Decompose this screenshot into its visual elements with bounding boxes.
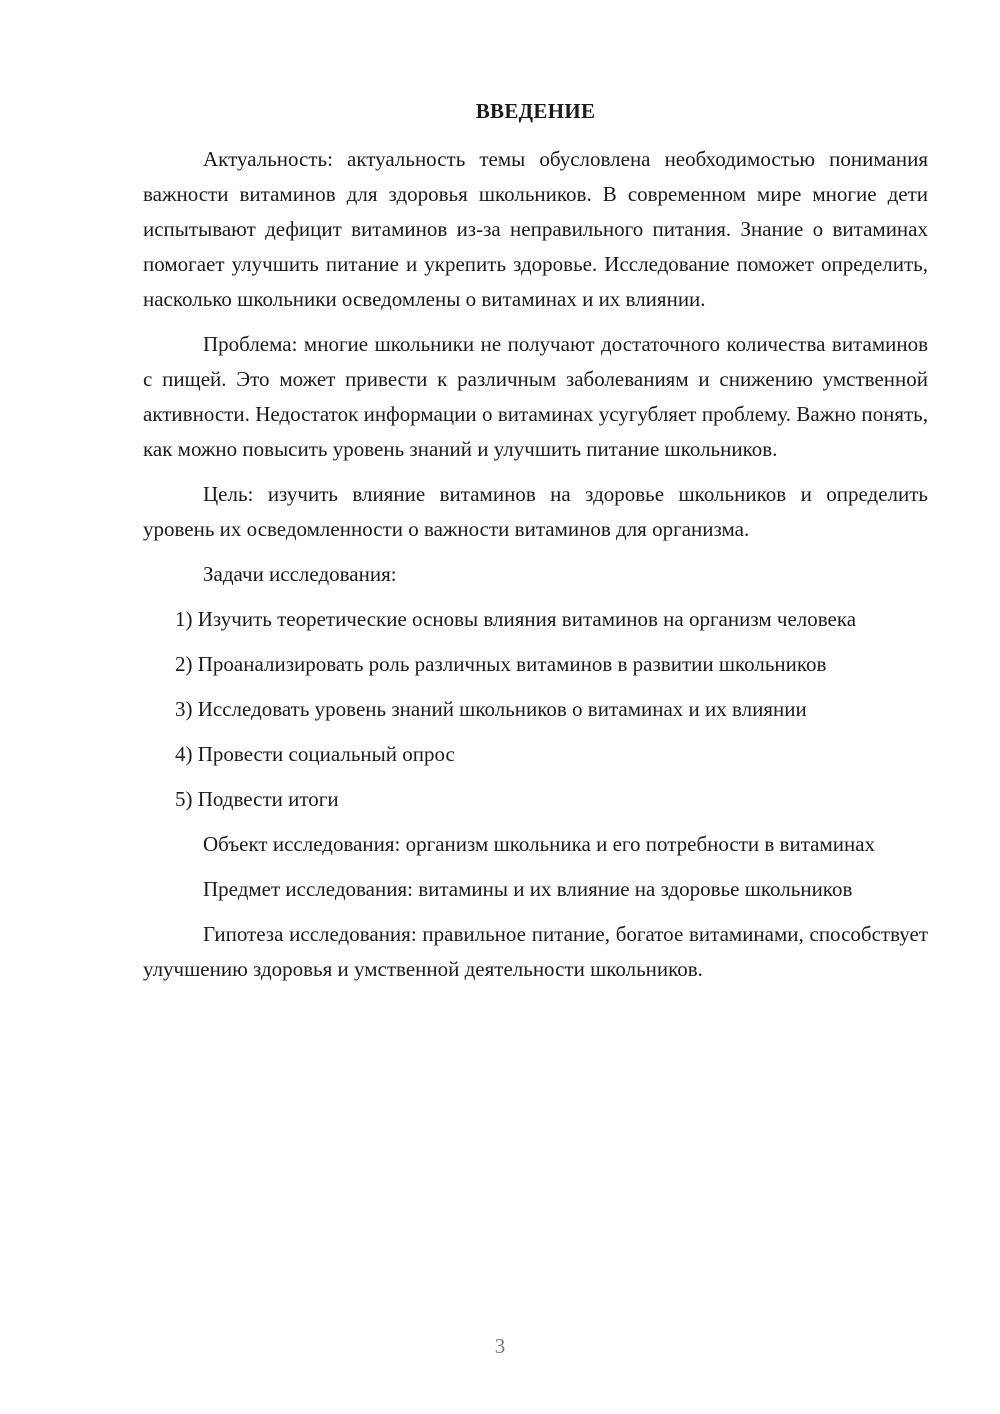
task-item-2: 2) Проанализировать роль различных витаминов в развитии школьников — [175, 652, 827, 676]
page-number: 3 — [494, 1334, 506, 1358]
task-item-4: 4) Провести социальный опрос — [175, 742, 455, 766]
section-title: ВВЕДЕНИЕ — [475, 99, 596, 123]
paragraph-hypothesis: Гипотеза исследования: правильное питание, богатое витаминами, способствует улучшению здоровья и умственной деятельности школьников. — [143, 922, 928, 981]
paragraph-subject: Предмет исследования: витамины и их влияние на здоровье школьников — [203, 877, 853, 901]
task-item-1: 1) Изучить теоретические основы влияния витаминов на организм человека — [175, 607, 857, 631]
document-page — [143, 96, 928, 997]
paragraph-goal: Цель: изучить влияние витаминов на здоровье школьников и определить уровень их осведомленности о важности витаминов для организма. — [143, 482, 928, 541]
task-item-3: 3) Исследовать уровень знаний школьников о витаминах и их влиянии — [175, 697, 807, 721]
paragraph-object: Объект исследования: организм школьника и его потребности в витаминах — [203, 832, 876, 856]
paragraph-tasks-heading: Задачи исследования: — [203, 562, 397, 586]
task-item-5: 5) Подвести итоги — [175, 787, 339, 811]
paragraph-problem: Проблема: многие школьники не получают достаточного количества витаминов с пищей. Это может привести к различным заболеваниям и снижению умственной активности. Недостаток информации о витаминах усугубляет проблему. Важно понять, как можно повысить уровень знаний и улучшить питание школьников. — [143, 332, 928, 461]
paragraph-relevance: Актуальность: актуальность темы обусловлена необходимостью понимания важности витаминов для здоровья школьников. В современном мире многие дети испытывают дефицит витаминов из-за неправильного питания. Знание о витаминах помогает улучшить питание и укрепить здоровье. Исследование поможет определить, насколько школьники осведомлены о витаминах и их влиянии. — [143, 147, 928, 311]
